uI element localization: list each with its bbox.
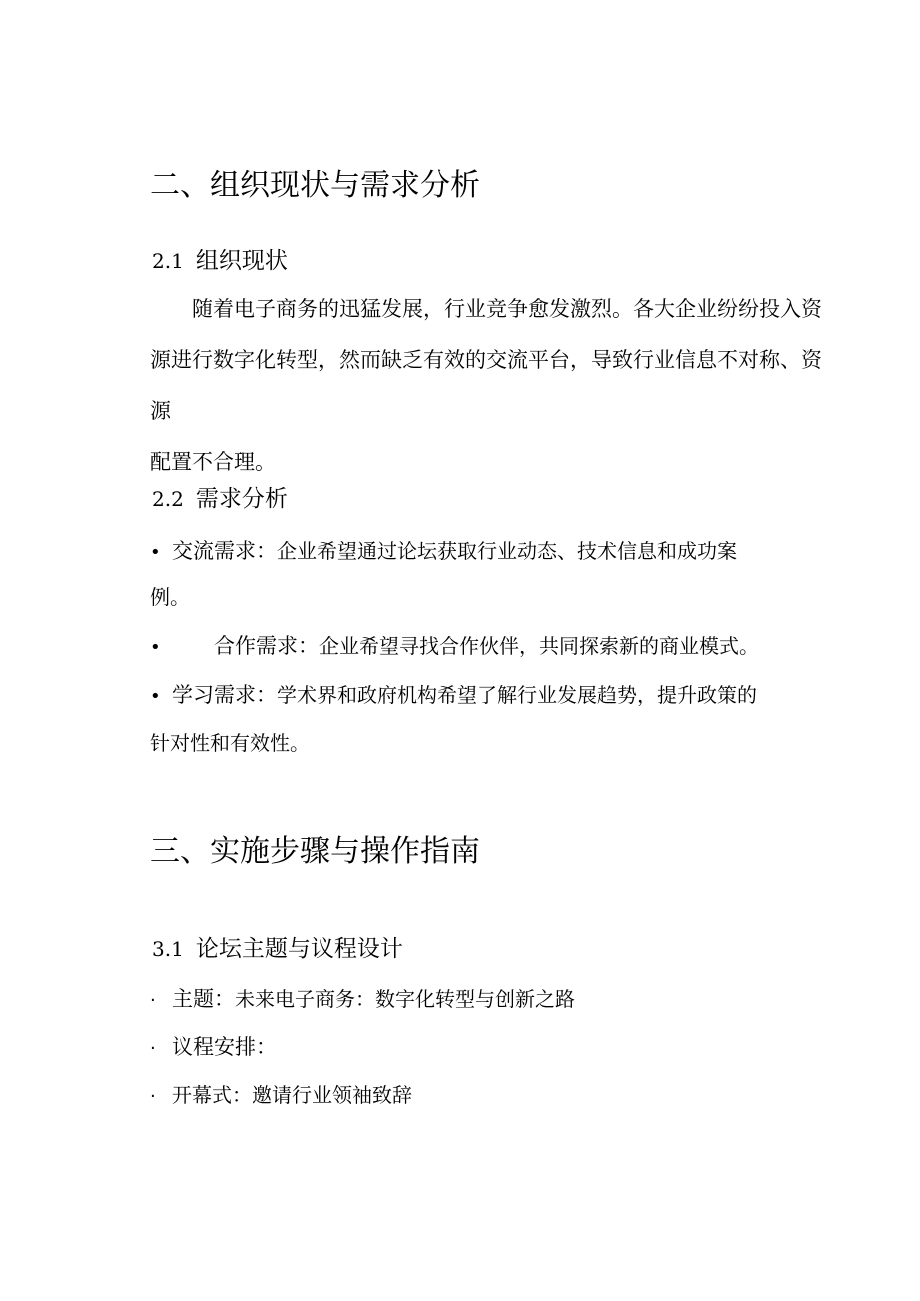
bullet-icon: · [150, 1086, 156, 1107]
list-item-term: 议程安排： [172, 1035, 277, 1059]
list-item-term: 交流需求： [172, 539, 277, 563]
subsection-3-1-heading [152, 934, 403, 964]
list-item [150, 631, 759, 663]
list-item-continuation: 针对性和有效性。 [150, 731, 310, 755]
list-item [150, 680, 757, 712]
subsection-2-1-paragraph [150, 284, 830, 488]
list-item-continuation: 例。 [150, 585, 190, 609]
list-item-term: 主题： [172, 987, 235, 1011]
paragraph-line: 随着电子商务的迅猛发展，行业竞争愈发激烈。各大企业纷纷投入资 [192, 297, 822, 321]
list-item-description: 企业希望寻找合作伙伴，共同探索新的商业模式。 [319, 634, 759, 658]
bullet-icon: • [150, 542, 161, 563]
bullet-icon: · [150, 1038, 156, 1059]
list-item-term: 学习需求： [172, 683, 277, 707]
subsection-2-2-number: 2.2 [152, 487, 184, 511]
list-item [150, 1080, 412, 1112]
list-item [150, 1032, 277, 1064]
bullet-icon: • [150, 686, 161, 707]
list-item-description: 开幕式：邀请行业领袖致辞 [172, 1083, 412, 1107]
subsection-2-1-heading [152, 246, 288, 276]
subsection-2-1-number: 2.1 [152, 249, 184, 273]
list-item [150, 536, 737, 568]
subsection-2-2-title: 需求分析 [195, 486, 288, 512]
section-3-heading: 三、实施步骤与操作指南 [150, 834, 480, 869]
list-item-description: 企业希望通过论坛获取行业动态、技术信息和成功案 [277, 539, 737, 563]
subsection-3-1-title: 论坛主题与议程设计 [195, 936, 403, 962]
subsection-3-1-number: 3.1 [152, 937, 184, 961]
list-item-term: 合作需求： [214, 634, 319, 658]
subsection-2-2-heading [152, 484, 288, 514]
list-item [150, 984, 575, 1016]
subsection-2-1-title: 组织现状 [195, 248, 288, 274]
bullet-icon: · [150, 990, 156, 1011]
bullet-icon: • [150, 637, 161, 658]
list-item-description: 未来电子商务：数字化转型与创新之路 [235, 987, 575, 1011]
list-item-description: 学术界和政府机构希望了解行业发展趋势，提升政策的 [277, 683, 757, 707]
paragraph-line: 源进行数字化转型，然而缺乏有效的交流平台，导致行业信息不对称、资源 [150, 348, 822, 423]
paragraph-line: 配置不合理。 [150, 450, 276, 474]
section-2-heading: 二、组织现状与需求分析 [150, 168, 480, 203]
